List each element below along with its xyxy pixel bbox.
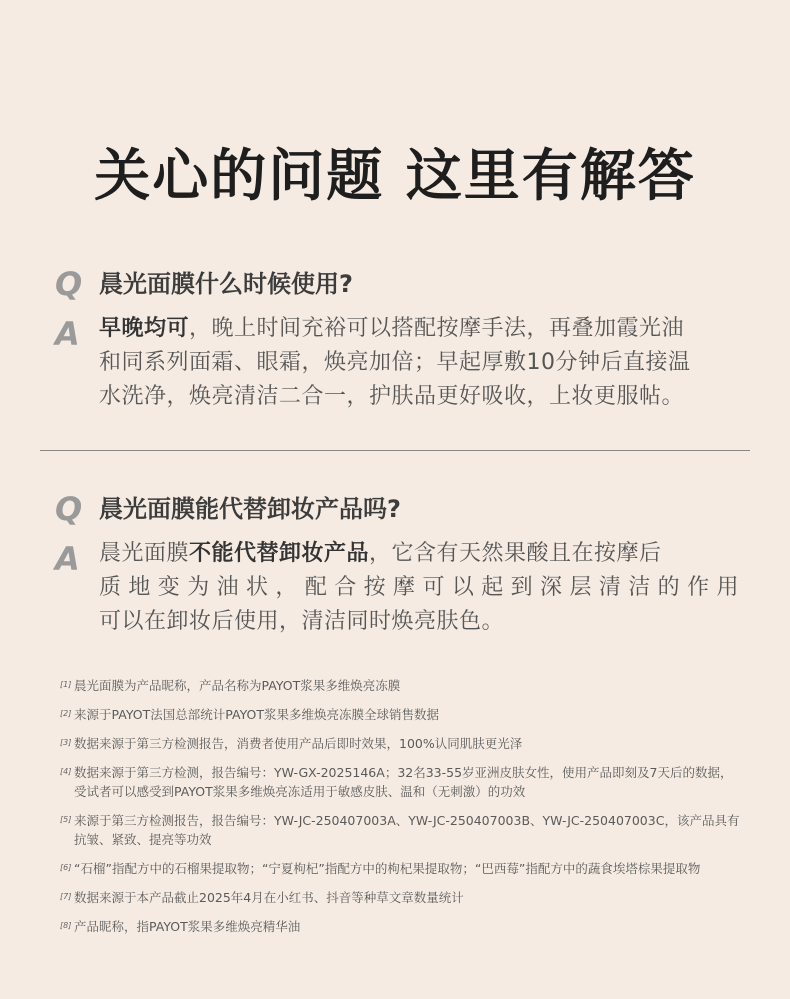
footnote (60, 888, 740, 907)
footnote-text: 数据来源于第三方检测，报告编号：YW-GX-2025146A；32名33-55岁亚洲皮肤女性，使用产品即刻及7天后的数据，受试者可以感受到PAYOT浆果多维焕亮冻适用于敏感皮肤、温和（无刺激）的功效 (74, 765, 733, 799)
answer-row (55, 312, 755, 414)
question-text: 晨光面膜能代替卸妆产品吗? (99, 495, 401, 523)
footnote (60, 859, 740, 878)
footnote-text: 数据来源于第三方检测报告，消费者使用产品后即时效果，100%认同肌肤更光泽 (74, 736, 523, 751)
answer-line-text: ，晚上时间充裕可以搭配按摩手法，再叠加霞光油 (189, 316, 685, 341)
answer-line: 可以在卸妆后使用，清洁同时焕亮肤色。 (99, 609, 505, 634)
footnote-mark: [5] (60, 815, 72, 824)
footnote-mark: [8] (60, 921, 72, 930)
footnote (60, 676, 740, 695)
answer-line-text: ，它含有天然果酸且在按摩后 (369, 541, 662, 566)
qa-item-2 (55, 487, 755, 639)
footnote-text: 来源于第三方检测报告，报告编号：YW-JC-250407003A、YW-JC-250407003B、YW-JC-250407003C，该产品具有抗皱、紧致、提亮等功效 (74, 813, 740, 847)
footnote-mark: [6] (60, 863, 72, 872)
section-divider (40, 450, 750, 451)
footnote-mark: [1] (60, 680, 72, 689)
footnote (60, 705, 740, 724)
answer-highlight: 早晚均可 (99, 316, 190, 341)
answer-line (99, 312, 739, 346)
answer-line-text: 晨光面膜 (99, 541, 190, 566)
footnote-text: 晨光面膜为产品昵称，产品名称为PAYOT浆果多维焕亮冻膜 (74, 678, 401, 693)
footnote (60, 811, 740, 849)
footnote-text: 来源于PAYOT法国总部统计PAYOT浆果多维焕亮冻膜全球销售数据 (74, 707, 439, 722)
question-row (55, 487, 755, 531)
footnote-mark: [7] (60, 892, 72, 901)
a-mark: A (55, 540, 80, 578)
answer-highlight: 不能代替卸妆产品 (189, 541, 370, 566)
answer-line: 水洗净，焕亮清洁二合一，护肤品更好吸收，上妆更服帖。 (99, 384, 685, 409)
answer-line: 和同系列面霜、眼霜，焕亮加倍；早起厚敷10分钟后直接温 (99, 350, 691, 375)
answer-text (99, 312, 739, 414)
footnote-text: 产品昵称，指PAYOT浆果多维焕亮精华油 (74, 919, 301, 934)
footnote-text: “石榴”指配方中的石榴果提取物；“宁夏枸杞”指配方中的枸杞果提取物；“巴西莓”指配方中的蔬食埃塔棕果提取物 (74, 861, 701, 876)
a-mark: A (55, 315, 80, 353)
footnote-mark: [3] (60, 738, 72, 747)
footnote-text: 数据来源于本产品截止2025年4月在小红书、抖音等种草文章数量统计 (74, 890, 464, 905)
footnote (60, 763, 740, 801)
footnotes (60, 676, 740, 946)
q-mark: Q (55, 265, 83, 303)
question-text: 晨光面膜什么时候使用? (99, 270, 353, 298)
q-mark: Q (55, 490, 83, 528)
footnote (60, 734, 740, 753)
footnote-mark: [4] (60, 767, 72, 776)
answer-text (99, 537, 739, 639)
answer-row (55, 537, 755, 639)
answer-line: 质地变为油状，配合按摩可以起到深层清洁的作用 (99, 575, 739, 600)
question-row (55, 262, 755, 306)
qa-item-1 (55, 262, 755, 414)
footnote (60, 917, 740, 936)
answer-line (99, 537, 739, 571)
page-title: 关心的问题 这里有解答 (94, 143, 696, 209)
footnote-mark: [2] (60, 709, 72, 718)
